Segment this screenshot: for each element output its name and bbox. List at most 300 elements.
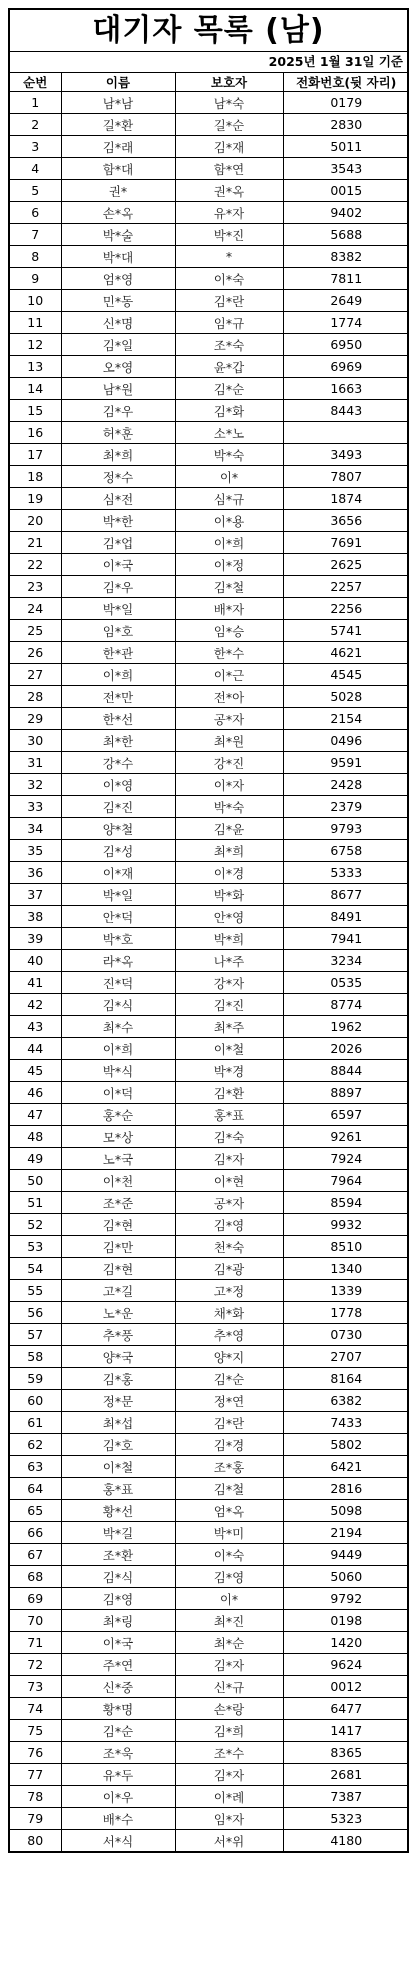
- patient-name: 박*대: [61, 246, 175, 268]
- phone-last-digits: 2428: [283, 774, 409, 796]
- guardian-name: 서*위: [175, 1830, 283, 1852]
- table-row: [10, 1214, 409, 1236]
- guardian-name: 고*정: [175, 1280, 283, 1302]
- guardian-name: 천*숙: [175, 1236, 283, 1258]
- phone-last-digits: 3543: [283, 158, 409, 180]
- guardian-name: 나*주: [175, 950, 283, 972]
- patient-name: 노*운: [61, 1302, 175, 1324]
- guardian-name: 김*자: [175, 1148, 283, 1170]
- table-row: [10, 488, 409, 510]
- phone-last-digits: 2707: [283, 1346, 409, 1368]
- table-row: [10, 1764, 409, 1786]
- table-row: [10, 1830, 409, 1852]
- row-number: 16: [10, 422, 61, 444]
- phone-last-digits: 0179: [283, 92, 409, 114]
- phone-last-digits: 1420: [283, 1632, 409, 1654]
- header-row: [10, 73, 409, 92]
- row-number: 40: [10, 950, 61, 972]
- patient-name: 김*현: [61, 1214, 175, 1236]
- table-row: [10, 92, 409, 114]
- row-number: 33: [10, 796, 61, 818]
- table-row: [10, 180, 409, 202]
- phone-last-digits: 3234: [283, 950, 409, 972]
- row-number: 76: [10, 1742, 61, 1764]
- row-number: 42: [10, 994, 61, 1016]
- phone-last-digits: 2830: [283, 114, 409, 136]
- table-row: [10, 136, 409, 158]
- phone-last-digits: 2649: [283, 290, 409, 312]
- patient-name: 양*철: [61, 818, 175, 840]
- phone-last-digits: 1874: [283, 488, 409, 510]
- row-number: 5: [10, 180, 61, 202]
- patient-name: 라*옥: [61, 950, 175, 972]
- patient-name: 주*연: [61, 1654, 175, 1676]
- table-row: [10, 510, 409, 532]
- table-row: [10, 1566, 409, 1588]
- row-number: 70: [10, 1610, 61, 1632]
- row-number: 64: [10, 1478, 61, 1500]
- row-number: 48: [10, 1126, 61, 1148]
- guardian-name: 김*숙: [175, 1126, 283, 1148]
- row-number: 4: [10, 158, 61, 180]
- phone-last-digits: 9624: [283, 1654, 409, 1676]
- guardian-name: 박*화: [175, 884, 283, 906]
- row-number: 80: [10, 1830, 61, 1852]
- table-row: [10, 1280, 409, 1302]
- row-number: 73: [10, 1676, 61, 1698]
- table-row: [10, 312, 409, 334]
- patient-name: 김*영: [61, 1588, 175, 1610]
- phone-last-digits: 9792: [283, 1588, 409, 1610]
- guardian-name: 김*자: [175, 1764, 283, 1786]
- guardian-name: 임*자: [175, 1808, 283, 1830]
- guardian-name: 김*광: [175, 1258, 283, 1280]
- row-number: 39: [10, 928, 61, 950]
- phone-last-digits: 6597: [283, 1104, 409, 1126]
- phone-last-digits: 4621: [283, 642, 409, 664]
- row-number: 11: [10, 312, 61, 334]
- guardian-name: 최*주: [175, 1016, 283, 1038]
- patient-name: 조*환: [61, 1544, 175, 1566]
- guardian-name: 공*자: [175, 1192, 283, 1214]
- row-number: 67: [10, 1544, 61, 1566]
- row-number: 71: [10, 1632, 61, 1654]
- guardian-name: 김*자: [175, 1654, 283, 1676]
- guardian-name: 이*정: [175, 554, 283, 576]
- patient-name: 이*희: [61, 664, 175, 686]
- row-number: 41: [10, 972, 61, 994]
- patient-name: 홍*표: [61, 1478, 175, 1500]
- table-row: [10, 1258, 409, 1280]
- row-number: 21: [10, 532, 61, 554]
- patient-name: 한*관: [61, 642, 175, 664]
- table-row: [10, 422, 409, 444]
- patient-name: 김*래: [61, 136, 175, 158]
- phone-last-digits: 7924: [283, 1148, 409, 1170]
- table-row: [10, 928, 409, 950]
- table-row: [10, 1786, 409, 1808]
- guardian-name: 전*아: [175, 686, 283, 708]
- patient-name: 최*섭: [61, 1412, 175, 1434]
- table-row: [10, 1126, 409, 1148]
- guardian-name: 유*자: [175, 202, 283, 224]
- row-number: 57: [10, 1324, 61, 1346]
- guardian-name: 박*숙: [175, 796, 283, 818]
- header-number: 순번: [10, 73, 61, 92]
- phone-last-digits: 9591: [283, 752, 409, 774]
- patient-name: 최*링: [61, 1610, 175, 1632]
- row-number: 56: [10, 1302, 61, 1324]
- patient-name: 한*선: [61, 708, 175, 730]
- patient-name: 최*수: [61, 1016, 175, 1038]
- patient-name: 신*중: [61, 1676, 175, 1698]
- phone-last-digits: 8774: [283, 994, 409, 1016]
- row-number: 35: [10, 840, 61, 862]
- row-number: 20: [10, 510, 61, 532]
- table-row: [10, 1698, 409, 1720]
- guardian-name: 김*재: [175, 136, 283, 158]
- row-number: 17: [10, 444, 61, 466]
- table-row: [10, 1522, 409, 1544]
- table-row: [10, 1170, 409, 1192]
- guardian-name: 김*경: [175, 1434, 283, 1456]
- guardian-name: 김*화: [175, 400, 283, 422]
- phone-last-digits: 0535: [283, 972, 409, 994]
- phone-last-digits: 2379: [283, 796, 409, 818]
- guardian-name: 한*수: [175, 642, 283, 664]
- table-row: [10, 840, 409, 862]
- phone-last-digits: 6382: [283, 1390, 409, 1412]
- table-row: [10, 466, 409, 488]
- phone-last-digits: 5741: [283, 620, 409, 642]
- patient-name: 노*국: [61, 1148, 175, 1170]
- table-row: [10, 950, 409, 972]
- phone-last-digits: 4545: [283, 664, 409, 686]
- phone-last-digits: 1339: [283, 1280, 409, 1302]
- guardian-name: 이*숙: [175, 1544, 283, 1566]
- patient-name: 모*상: [61, 1126, 175, 1148]
- phone-last-digits: 5098: [283, 1500, 409, 1522]
- row-number: 62: [10, 1434, 61, 1456]
- table-row: [10, 664, 409, 686]
- table-row: [10, 114, 409, 136]
- patient-name: 최*한: [61, 730, 175, 752]
- row-number: 46: [10, 1082, 61, 1104]
- row-number: 54: [10, 1258, 61, 1280]
- phone-last-digits: 7387: [283, 1786, 409, 1808]
- guardian-name: 김*철: [175, 1478, 283, 1500]
- patient-name: 박*식: [61, 1060, 175, 1082]
- phone-last-digits: 1340: [283, 1258, 409, 1280]
- row-number: 52: [10, 1214, 61, 1236]
- patient-name: 안*덕: [61, 906, 175, 928]
- table-row: [10, 1610, 409, 1632]
- table-row: [10, 1082, 409, 1104]
- phone-last-digits: 8443: [283, 400, 409, 422]
- phone-last-digits: 2194: [283, 1522, 409, 1544]
- row-number: 68: [10, 1566, 61, 1588]
- row-number: 34: [10, 818, 61, 840]
- patient-name: 박*호: [61, 928, 175, 950]
- guardian-name: 홍*표: [175, 1104, 283, 1126]
- row-number: 37: [10, 884, 61, 906]
- guardian-name: 조*수: [175, 1742, 283, 1764]
- patient-name: 김*현: [61, 1258, 175, 1280]
- guardian-name: 윤*갑: [175, 356, 283, 378]
- phone-last-digits: 7941: [283, 928, 409, 950]
- patient-name: 유*두: [61, 1764, 175, 1786]
- patient-name: 박*한: [61, 510, 175, 532]
- guardian-name: 이*: [175, 466, 283, 488]
- row-number: 14: [10, 378, 61, 400]
- guardian-name: 김*철: [175, 576, 283, 598]
- phone-last-digits: 1778: [283, 1302, 409, 1324]
- table-row: [10, 1808, 409, 1830]
- table-row: [10, 1412, 409, 1434]
- table-row: [10, 1632, 409, 1654]
- patient-name: 박*일: [61, 598, 175, 620]
- patient-name: 길*환: [61, 114, 175, 136]
- table-row: [10, 708, 409, 730]
- patient-name: 이*영: [61, 774, 175, 796]
- row-number: 30: [10, 730, 61, 752]
- guardian-name: 김*윤: [175, 818, 283, 840]
- guardian-name: 조*숙: [175, 334, 283, 356]
- phone-last-digits: 5011: [283, 136, 409, 158]
- guardian-name: 정*연: [175, 1390, 283, 1412]
- patient-name: 함*대: [61, 158, 175, 180]
- patient-name: 김*식: [61, 1566, 175, 1588]
- patient-name: 김*홍: [61, 1368, 175, 1390]
- table-row: [10, 598, 409, 620]
- table-row: [10, 1434, 409, 1456]
- phone-last-digits: 6477: [283, 1698, 409, 1720]
- phone-last-digits: 3493: [283, 444, 409, 466]
- guardian-name: 김*환: [175, 1082, 283, 1104]
- phone-last-digits: 6969: [283, 356, 409, 378]
- patient-name: 양*국: [61, 1346, 175, 1368]
- row-number: 22: [10, 554, 61, 576]
- phone-last-digits: 1962: [283, 1016, 409, 1038]
- table-row: [10, 356, 409, 378]
- patient-name: 권*: [61, 180, 175, 202]
- phone-last-digits: 0198: [283, 1610, 409, 1632]
- table-row: [10, 224, 409, 246]
- patient-name: 홍*순: [61, 1104, 175, 1126]
- patient-name: 오*영: [61, 356, 175, 378]
- guardian-name: 임*승: [175, 620, 283, 642]
- patient-name: 엄*영: [61, 268, 175, 290]
- phone-last-digits: 9449: [283, 1544, 409, 1566]
- guardian-name: 최*진: [175, 1610, 283, 1632]
- guardian-name: 김*희: [175, 1720, 283, 1742]
- row-number: 6: [10, 202, 61, 224]
- guardian-name: 신*규: [175, 1676, 283, 1698]
- table-row: [10, 1588, 409, 1610]
- patient-name: 정*수: [61, 466, 175, 488]
- phone-last-digits: 2625: [283, 554, 409, 576]
- guardian-name: 안*영: [175, 906, 283, 928]
- row-number: 29: [10, 708, 61, 730]
- phone-last-digits: 8510: [283, 1236, 409, 1258]
- guardian-name: 조*홍: [175, 1456, 283, 1478]
- table-row: [10, 334, 409, 356]
- guardian-name: 이*용: [175, 510, 283, 532]
- phone-last-digits: 5060: [283, 1566, 409, 1588]
- table-row: [10, 1346, 409, 1368]
- patient-name: 이*국: [61, 554, 175, 576]
- phone-last-digits: 6758: [283, 840, 409, 862]
- row-number: 74: [10, 1698, 61, 1720]
- phone-last-digits: 5688: [283, 224, 409, 246]
- patient-name: 허*훈: [61, 422, 175, 444]
- row-number: 2: [10, 114, 61, 136]
- table-row: [10, 1742, 409, 1764]
- table-row: [10, 1236, 409, 1258]
- phone-last-digits: 1417: [283, 1720, 409, 1742]
- table-row: [10, 884, 409, 906]
- phone-last-digits: 5028: [283, 686, 409, 708]
- phone-last-digits: 2816: [283, 1478, 409, 1500]
- patient-name: 정*문: [61, 1390, 175, 1412]
- row-number: 24: [10, 598, 61, 620]
- patient-name: 조*욱: [61, 1742, 175, 1764]
- page-title: 대기자 목록 (남): [10, 10, 407, 52]
- patient-name: 김*업: [61, 532, 175, 554]
- patient-name: 심*전: [61, 488, 175, 510]
- table-row: [10, 1456, 409, 1478]
- guardian-name: 김*진: [175, 994, 283, 1016]
- table-row: [10, 972, 409, 994]
- phone-last-digits: 8382: [283, 246, 409, 268]
- patient-name: 배*수: [61, 1808, 175, 1830]
- phone-last-digits: 2256: [283, 598, 409, 620]
- row-number: 61: [10, 1412, 61, 1434]
- phone-last-digits: 1663: [283, 378, 409, 400]
- table-row: [10, 1038, 409, 1060]
- row-number: 58: [10, 1346, 61, 1368]
- phone-last-digits: 2026: [283, 1038, 409, 1060]
- guardian-name: 김*순: [175, 378, 283, 400]
- row-number: 59: [10, 1368, 61, 1390]
- patient-name: 추*풍: [61, 1324, 175, 1346]
- table-row: [10, 1390, 409, 1412]
- guardian-name: 임*규: [175, 312, 283, 334]
- phone-last-digits: 0730: [283, 1324, 409, 1346]
- guardian-name: 이*례: [175, 1786, 283, 1808]
- patient-name: 김*우: [61, 400, 175, 422]
- row-number: 36: [10, 862, 61, 884]
- guardian-name: 김*순: [175, 1368, 283, 1390]
- table-row: [10, 642, 409, 664]
- phone-last-digits: 8365: [283, 1742, 409, 1764]
- table-body: [10, 92, 409, 1852]
- table-row: [10, 1676, 409, 1698]
- patient-name: 남*남: [61, 92, 175, 114]
- guardian-name: 최*원: [175, 730, 283, 752]
- phone-last-digits: 2681: [283, 1764, 409, 1786]
- phone-last-digits: 7433: [283, 1412, 409, 1434]
- guardian-name: 채*화: [175, 1302, 283, 1324]
- table-row: [10, 1544, 409, 1566]
- phone-last-digits: 9261: [283, 1126, 409, 1148]
- table-row: [10, 532, 409, 554]
- table-row: [10, 818, 409, 840]
- guardian-name: 엄*옥: [175, 1500, 283, 1522]
- guardian-name: 손*랑: [175, 1698, 283, 1720]
- table-row: [10, 1060, 409, 1082]
- patient-name: 김*우: [61, 576, 175, 598]
- patient-name: 최*희: [61, 444, 175, 466]
- header-phone: 전화번호(뒷 자리): [283, 73, 409, 92]
- table-row: [10, 730, 409, 752]
- guardian-name: 소*노: [175, 422, 283, 444]
- row-number: 43: [10, 1016, 61, 1038]
- table-row: [10, 378, 409, 400]
- row-number: 49: [10, 1148, 61, 1170]
- row-number: 55: [10, 1280, 61, 1302]
- table-row: [10, 158, 409, 180]
- patient-name: 전*만: [61, 686, 175, 708]
- table-row: [10, 1720, 409, 1742]
- patient-name: 손*옥: [61, 202, 175, 224]
- phone-last-digits: 9932: [283, 1214, 409, 1236]
- patient-name: 김*일: [61, 334, 175, 356]
- phone-last-digits: 9793: [283, 818, 409, 840]
- row-number: 60: [10, 1390, 61, 1412]
- row-number: 65: [10, 1500, 61, 1522]
- guardian-name: 김*란: [175, 1412, 283, 1434]
- patient-name: 이*우: [61, 1786, 175, 1808]
- patient-name: 이*희: [61, 1038, 175, 1060]
- guardian-name: 박*진: [175, 224, 283, 246]
- table-row: [10, 1104, 409, 1126]
- patient-name: 박*술: [61, 224, 175, 246]
- patient-name: 임*호: [61, 620, 175, 642]
- guardian-name: 박*숙: [175, 444, 283, 466]
- guardian-name: 길*순: [175, 114, 283, 136]
- patient-name: 김*호: [61, 1434, 175, 1456]
- row-number: 10: [10, 290, 61, 312]
- guardian-name: 이*자: [175, 774, 283, 796]
- patient-name: 박*길: [61, 1522, 175, 1544]
- table-row: [10, 576, 409, 598]
- patient-name: 황*선: [61, 1500, 175, 1522]
- table-row: [10, 554, 409, 576]
- table-row: [10, 994, 409, 1016]
- table-row: [10, 268, 409, 290]
- row-number: 75: [10, 1720, 61, 1742]
- guardian-name: 이*현: [175, 1170, 283, 1192]
- row-number: 50: [10, 1170, 61, 1192]
- waitlist-sheet: [8, 8, 409, 1853]
- patient-name: 신*명: [61, 312, 175, 334]
- guardian-name: 박*미: [175, 1522, 283, 1544]
- header-name: 이름: [61, 73, 175, 92]
- row-number: 26: [10, 642, 61, 664]
- phone-last-digits: [283, 422, 409, 444]
- patient-name: 김*성: [61, 840, 175, 862]
- reference-date: 2025년 1월 31일 기준: [10, 52, 407, 73]
- phone-last-digits: 2154: [283, 708, 409, 730]
- row-number: 3: [10, 136, 61, 158]
- row-number: 32: [10, 774, 61, 796]
- table-row: [10, 1478, 409, 1500]
- row-number: 12: [10, 334, 61, 356]
- table-row: [10, 202, 409, 224]
- patient-name: 이*철: [61, 1456, 175, 1478]
- patient-name: 진*덕: [61, 972, 175, 994]
